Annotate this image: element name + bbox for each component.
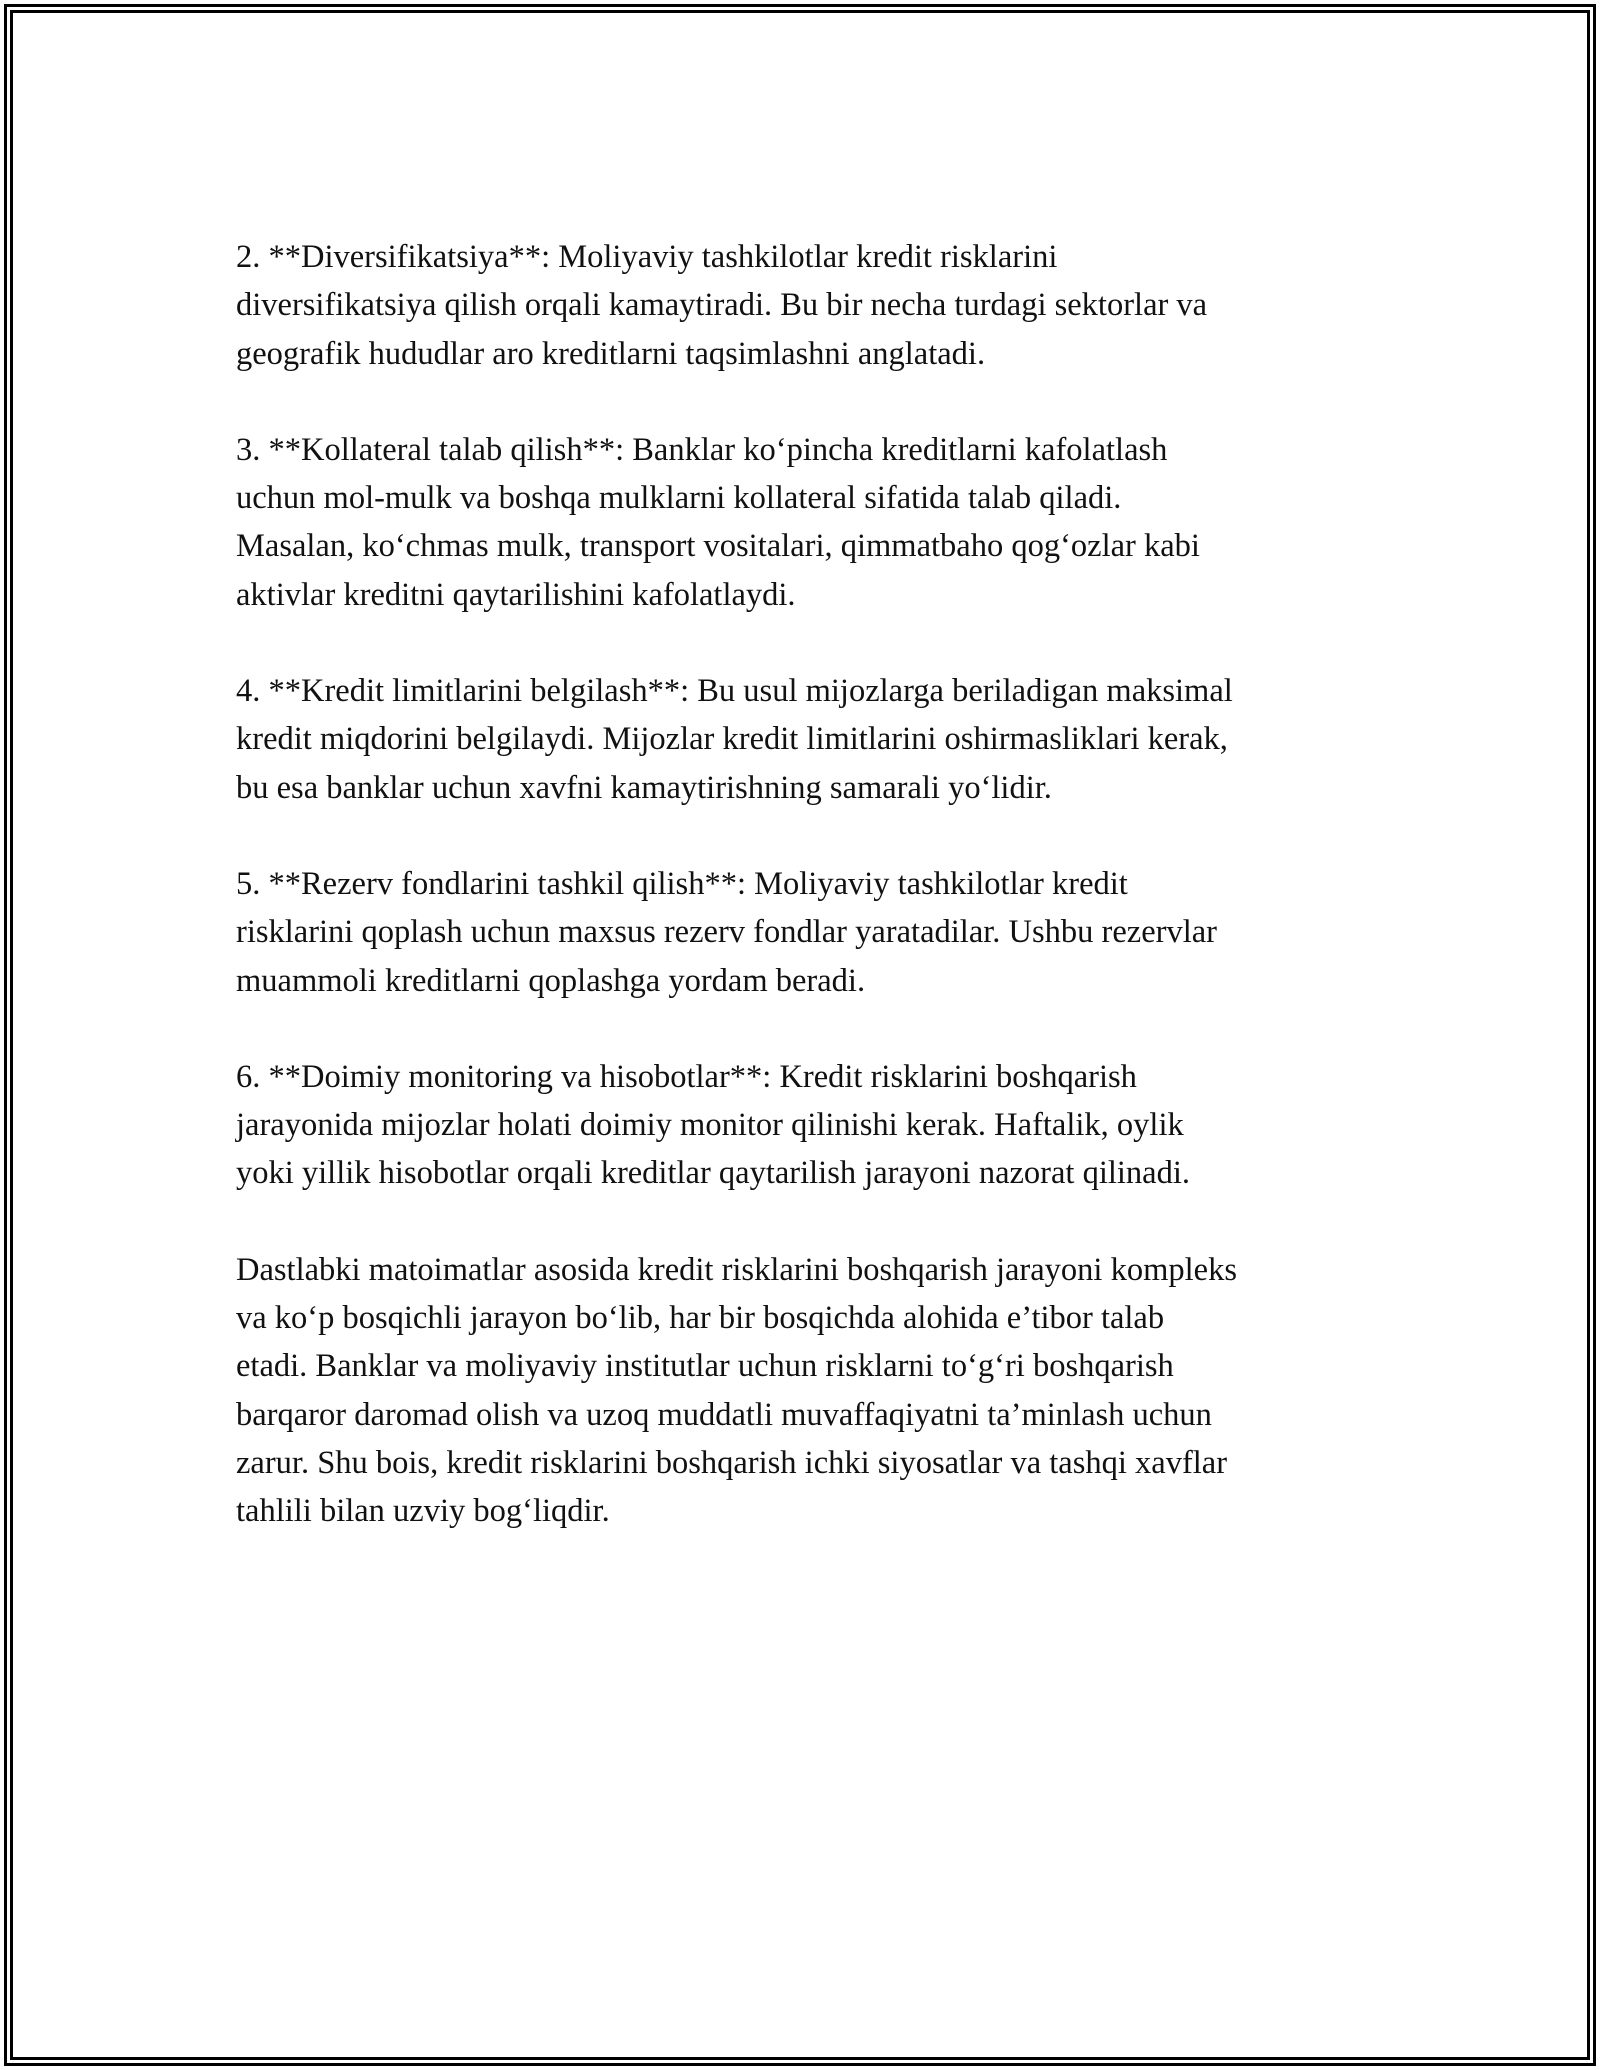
text-line: 6. **Doimiy monitoring va hisobotlar**: Kredit risklarini boshqarish [236,1058,1137,1095]
paragraph-rezerv-fondlari [236,860,1376,1005]
paragraph-diversifikatsiya [236,233,1376,378]
text-line: jarayonida mijozlar holati doimiy monitor qilinishi kerak. Haftalik, oylik [236,1107,1184,1144]
text-line: kredit miqdorini belgilaydi. Mijozlar kredit limitlarini oshirmasliklari kerak, [236,721,1228,758]
text-line: va ko‘p bosqichli jarayon bo‘lib, har bir bosqichda alohida e’tibor talab [236,1300,1165,1337]
paragraph-conclusion [236,1246,1376,1536]
text-line: Dastlabki matoimatlar asosida kredit risklarini boshqarish jarayoni kompleks [236,1251,1237,1288]
text-line: 5. **Rezerv fondlarini tashkil qilish**: Moliyaviy tashkilotlar kredit [236,865,1128,902]
text-line: tahlili bilan uzviy bog‘liqdir. [236,1493,610,1530]
text-line: muammoli kreditlarni qoplashga yordam beradi. [236,962,866,999]
text-line: geografik hududlar aro kreditlarni taqsimlashni anglatadi. [236,335,986,372]
text-line: 3. **Kollateral talab qilish**: Banklar ko‘pincha kreditlarni kafolatlash [236,431,1168,468]
paragraph-monitoring [236,1053,1376,1198]
text-line: Masalan, ko‘chmas mulk, transport vositalari, qimmatbaho qog‘ozlar kabi [236,528,1200,565]
paragraph-kredit-limitlari [236,667,1376,812]
text-line: 2. **Diversifikatsiya**: Moliyaviy tashkilotlar kredit risklarini [236,239,1058,275]
text-line: barqaror daromad olish va uzoq muddatli muvaffaqiyatni ta’minlash uchun [236,1396,1212,1433]
text-line: bu esa banklar uchun xavfni kamaytirishning samarali yo‘lidir. [236,769,1052,806]
text-line: uchun mol-mulk va boshqa mulklarni kollateral sifatida talab qiladi. [236,480,1122,517]
text-line: diversifikatsiya qilish orqali kamaytiradi. Bu bir necha turdagi sektorlar va [236,287,1208,324]
text-line: zarur. Shu bois, kredit risklarini boshqarish ichki siyosatlar va tashqi xavflar [236,1444,1228,1481]
text-line: 4. **Kredit limitlarini belgilash**: Bu usul mijozlarga beriladigan maksimal [236,673,1233,710]
text-line: risklarini qoplash uchun maxsus rezerv fondlar yaratadilar. Ushbu rezervlar [236,914,1217,951]
text-line: aktivlar kreditni qaytarilishini kafolatlaydi. [236,576,796,613]
paragraph-kollateral [236,426,1376,619]
text-line: etadi. Banklar va moliyaviy institutlar uchun risklarni to‘g‘ri boshqarish [236,1348,1174,1385]
document-body [236,233,1376,1584]
text-line: yoki yillik hisobotlar orqali kreditlar qaytarilish jarayoni nazorat qilinadi. [236,1155,1190,1192]
